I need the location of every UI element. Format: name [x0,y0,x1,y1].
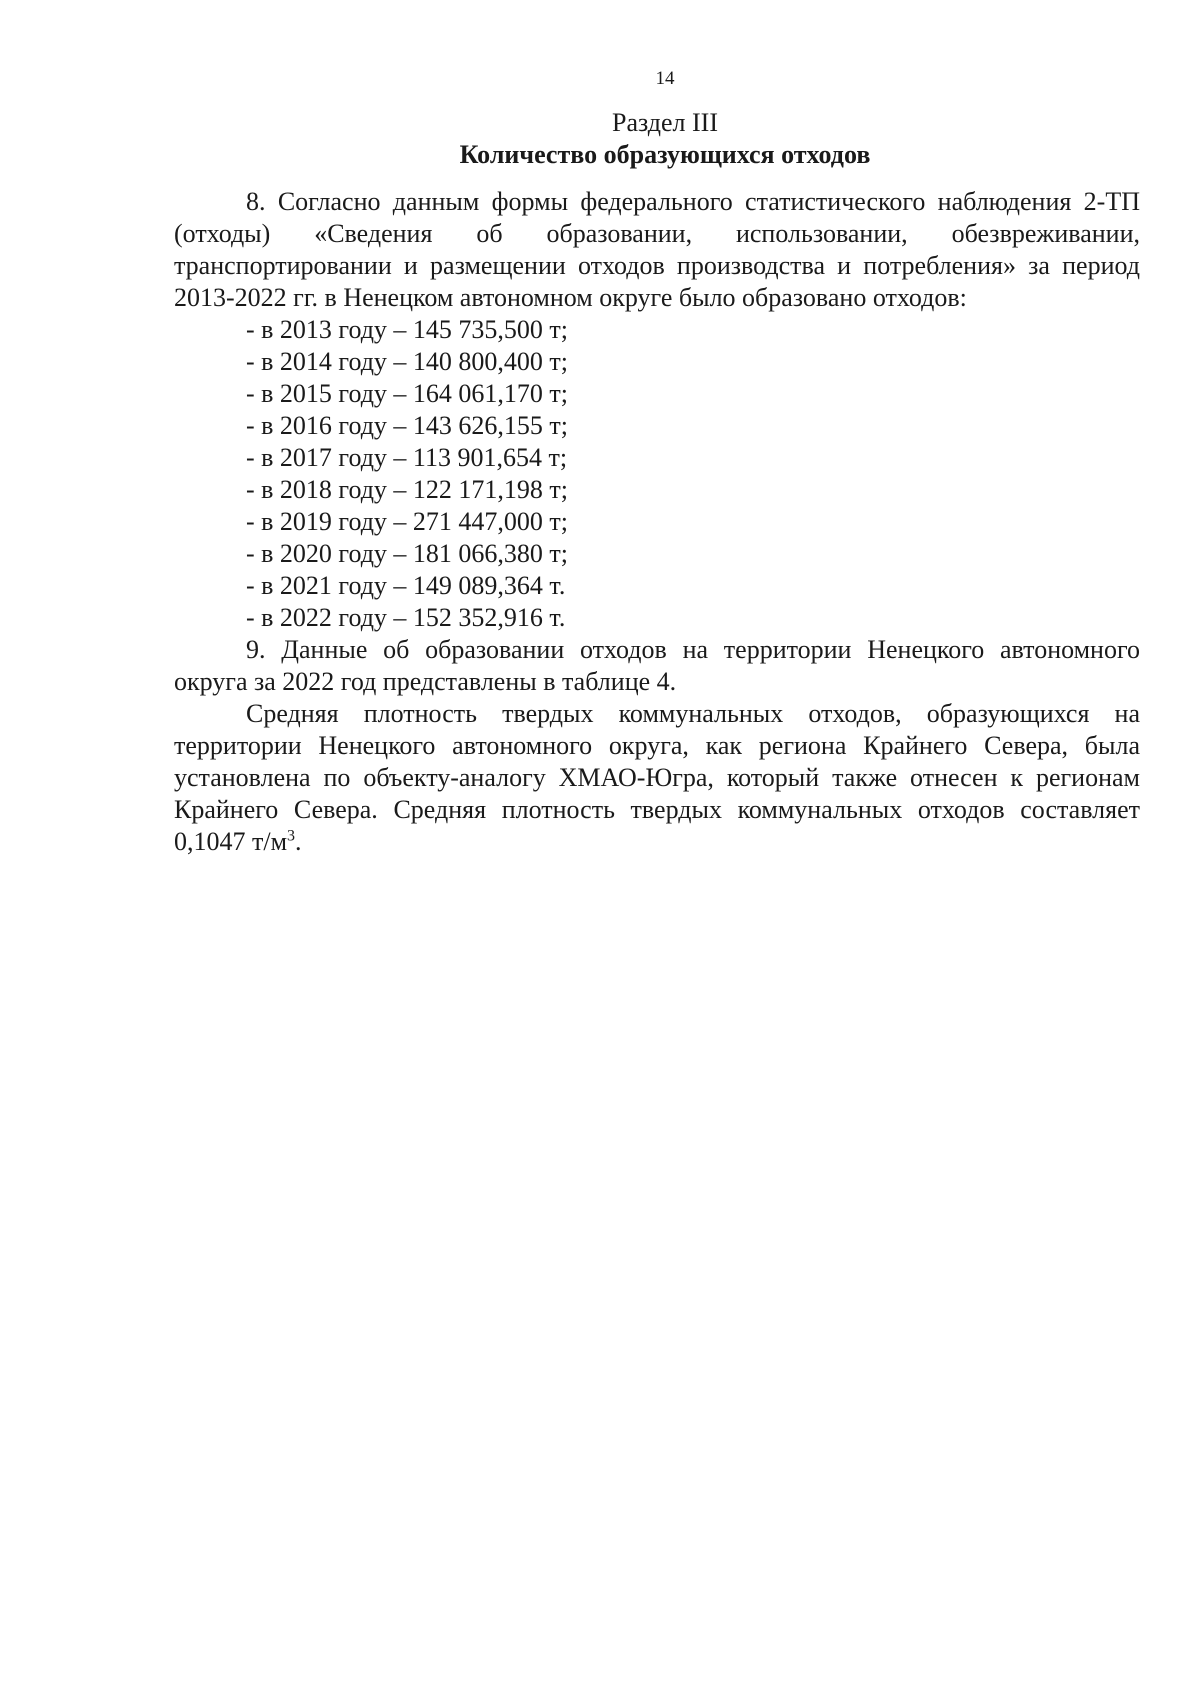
yearly-waste-list [174,314,1140,634]
density-text: Средняя плотность твердых коммунальных отходов, образующихся на территории Ненецкого автономного округа, как региона Крайнего Севера, была установлена по объекту-аналогу ХМАО-Югра, который также отнесен к регионам Крайнего Севера. Средняя плотность твердых коммунальных отходов составляет 0,1047 т/м [174,699,1140,856]
list-item: - в 2022 году – 152 352,916 т. [246,603,566,632]
page-number: 14 [655,68,675,89]
section-label: Раздел III [611,108,719,137]
list-item: - в 2019 году – 271 447,000 т; [246,507,569,536]
list-item: - в 2013 году – 145 735,500 т; [246,315,569,344]
list-item: - в 2014 году – 140 800,400 т; [246,347,569,376]
density-end: . [295,827,302,856]
list-item: - в 2017 году – 113 901,654 т; [246,443,568,472]
list-item: - в 2021 году – 149 089,364 т. [246,571,566,600]
paragraph-9: 9. Данные об образовании отходов на территории Ненецкого автономного округа за 2022 год представлены в таблице 4. [174,635,1140,696]
document-body [174,186,1140,858]
list-item: - в 2015 году – 164 061,170 т; [246,379,569,408]
paragraph-8: 8. Согласно данным формы федерального статистического наблюдения 2-ТП (отходы) «Сведения об образовании, использовании, обезвреживании, транспортировании и размещении отходов производства и потребления» за период 2013-2022 гг. в Ненецком автономном округе было образовано отходов: [174,187,1140,312]
list-item: - в 2018 году – 122 171,198 т; [246,475,569,504]
density-superscript: 3 [287,827,296,845]
paragraph-density [174,698,1140,858]
section-title: Количество образующихся отходов [459,140,871,169]
list-item: - в 2020 году – 181 066,380 т; [246,539,569,568]
list-item: - в 2016 году – 143 626,155 т; [246,411,569,440]
